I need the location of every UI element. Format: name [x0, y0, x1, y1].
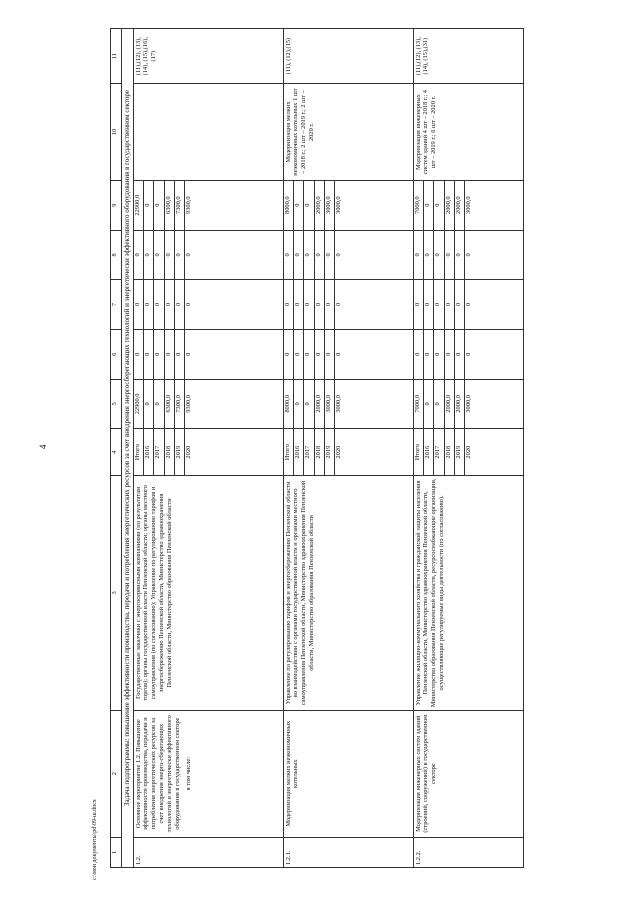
funding-regional — [283, 280, 413, 330]
funding-other-value: 0 — [144, 181, 154, 230]
funding-regional-value: 0 — [445, 280, 455, 329]
file-path-footer: c:\мои документы\pd\09-ш.docx — [92, 799, 98, 880]
program-table — [110, 28, 524, 868]
funding-local-value: 0 — [445, 231, 455, 280]
funding-other-value: 3000,0 — [465, 196, 473, 214]
column-number: 5 — [111, 379, 122, 429]
year-column-value: 2018 — [315, 429, 325, 475]
row-number: 1.2.2. — [413, 837, 523, 867]
funding-regional-value: 0 — [455, 280, 465, 329]
funding-local — [413, 230, 523, 280]
funding-other-value: 22900,0 — [134, 181, 144, 230]
funding-federal — [133, 329, 283, 379]
year-column-value: 2020 — [465, 445, 473, 459]
funding-regional-value: 0 — [304, 280, 314, 329]
year-column-value: Итого — [414, 429, 424, 475]
funding-federal-value: 0 — [144, 330, 154, 379]
funding-regional-value: 0 — [325, 280, 335, 329]
funding-total-value: 0 — [154, 380, 164, 429]
column-number: 4 — [111, 429, 122, 476]
activity-name — [283, 710, 413, 837]
funding-total-value: 2000,0 — [315, 380, 325, 429]
executors: Управление по регулированию тарифов и энергосбережению Пензенской области во взаимодействии с органами государственной власти и органами местного самоуправления Пензенской области, Министерство здравоохранения Пензенской области, Министерство образования Пензенской области — [283, 476, 413, 711]
funding-local-value: 0 — [154, 231, 164, 280]
activity-name — [133, 710, 283, 837]
funding-regional-value: 0 — [465, 302, 473, 307]
column-number: 1 — [111, 837, 122, 867]
year-column — [413, 429, 523, 476]
expected-result: Модернизация инженерных систем зданий 4 шт – 2018 г.; 4 шт – 2019 г.; 6 шт – 2020 г. — [413, 84, 523, 181]
activity-name-text: Основное мероприятие 1.2. Повышение эффективности производства, передачи и потребления энергетических ресурсов за счет внедрения энерго-сберегающих технологий и энергетически эффективного оборудования в государственном секторе — [134, 715, 181, 833]
funding-local-value: 0 — [185, 253, 193, 257]
year-column-value: 2018 — [165, 429, 175, 475]
row-number: 1.2. — [133, 837, 283, 867]
row-number: 1.2.1. — [283, 837, 413, 867]
funding-federal-value: 0 — [185, 352, 193, 356]
column-number: 9 — [111, 180, 122, 230]
task-row — [122, 29, 134, 868]
funding-local-value: 0 — [284, 231, 294, 280]
funding-federal-value: 0 — [175, 330, 185, 379]
funding-federal-value: 0 — [304, 330, 314, 379]
column-number-row — [111, 29, 122, 868]
year-column-value: 2019 — [455, 429, 465, 475]
table-row — [133, 29, 283, 868]
funding-federal-value: 0 — [445, 330, 455, 379]
page-number: 4 — [38, 444, 48, 449]
year-column-value: 2020 — [335, 445, 343, 459]
funding-regional-value: 0 — [154, 280, 164, 329]
funding-total-value: 8000,0 — [284, 380, 294, 429]
funding-other-value: 2000,0 — [315, 181, 325, 230]
table-row — [283, 29, 413, 868]
funding-other-value: 0 — [434, 181, 444, 230]
year-column-value: 2019 — [325, 429, 335, 475]
funding-regional-value: 0 — [175, 280, 185, 329]
funding-regional-value: 0 — [165, 280, 175, 329]
funding-total-value: 3000,0 — [325, 380, 335, 429]
funding-local — [133, 230, 283, 280]
year-column-value: 2016 — [424, 429, 434, 475]
column-number: 7 — [111, 280, 122, 330]
funding-regional-value: 0 — [144, 280, 154, 329]
column-number: 3 — [111, 476, 122, 711]
funding-total-value: 9300,0 — [185, 395, 193, 413]
executors: Управление жилищно-коммунального хозяйства и гражданской защиты населения Пензенской области, Министерство здравоохранения Пензенской области, Министерство образования Пензенской области, ресурсоснабжающие организации, осуществляющие регулируемые виды деятельности (по согласованию). — [413, 476, 523, 711]
funding-other-value: 6300,0 — [165, 181, 175, 230]
funding-local-value: 0 — [294, 231, 304, 280]
funding-other-value: 8000,0 — [284, 181, 294, 230]
funding-federal-value: 0 — [414, 330, 424, 379]
indicator-refs: (11),(12), (13),(14), (15),(16), (17) — [133, 29, 283, 84]
funding-other-value: 7000,0 — [414, 181, 424, 230]
funding-federal-value: 0 — [325, 330, 335, 379]
year-column-value: 2017 — [304, 429, 314, 475]
indicator-refs: (11),(12), (13),(14), (15),(31) — [413, 29, 523, 84]
funding-regional — [413, 280, 523, 330]
funding-other-value: 3000,0 — [325, 181, 335, 230]
column-number: 2 — [111, 710, 122, 837]
funding-local-value: 0 — [325, 231, 335, 280]
funding-local — [283, 230, 413, 280]
funding-regional-value: 0 — [424, 280, 434, 329]
funding-local-value: 0 — [414, 231, 424, 280]
funding-total-value: 22900,0 — [134, 380, 144, 429]
year-column-value: 2016 — [144, 429, 154, 475]
funding-total — [283, 379, 413, 429]
year-column — [283, 429, 413, 476]
funding-local-value: 0 — [424, 231, 434, 280]
expected-result — [133, 84, 283, 181]
funding-regional-value: 0 — [134, 280, 144, 329]
funding-total-value: 0 — [434, 380, 444, 429]
funding-total-value: 7300,0 — [175, 380, 185, 429]
funding-regional-value: 0 — [185, 302, 193, 307]
funding-federal-value: 0 — [294, 330, 304, 379]
funding-federal-value: 0 — [165, 330, 175, 379]
funding-other-value: 2000,0 — [455, 181, 465, 230]
funding-federal-value: 0 — [455, 330, 465, 379]
task-title: Задача подпрограммы: повышение эффективности производства, передачи и потребления энергетических ресурсов за счет внедрения энергосберегающих технологий и энергетически эффективного оборудования в государственном секторе — [122, 29, 134, 868]
funding-other-value: 0 — [154, 181, 164, 230]
funding-federal — [283, 329, 413, 379]
funding-other-value: 7300,0 — [175, 181, 185, 230]
expected-result: Модернизация мелких неэкономичных котельных 1 шт – 2018 г.; 2 шт – 2019 г.; 2 шт – 2020 г. — [283, 84, 413, 181]
funding-other-value: 0 — [424, 181, 434, 230]
funding-federal-value: 0 — [315, 330, 325, 379]
funding-regional-value: 0 — [294, 280, 304, 329]
funding-federal-value: 0 — [335, 352, 343, 356]
funding-federal-value: 0 — [284, 330, 294, 379]
activity-note: в том числе: — [185, 757, 193, 791]
funding-federal-value: 0 — [134, 330, 144, 379]
funding-total — [413, 379, 523, 429]
funding-local-value: 0 — [315, 231, 325, 280]
funding-other-value: 3000,0 — [335, 196, 343, 214]
funding-local-value: 0 — [434, 231, 444, 280]
column-number: 10 — [111, 84, 122, 181]
executors: Государственные заказчики с энергосервисными компаниями (по результатам торгов); органы государственной власти Пензенской области; органы местного самоуправления (по согласованию); Управление по регулированию тарифов и энергосбережению Пензенской области, Министерство здравоохранения Пензенской области, Министерство образования Пензенской области — [133, 476, 283, 711]
funding-other-value: 2000,0 — [445, 181, 455, 230]
year-column-value: 2017 — [434, 429, 444, 475]
year-column-value: 2019 — [175, 429, 185, 475]
rotated-page — [110, 28, 500, 868]
funding-local-value: 0 — [175, 231, 185, 280]
year-column-value: Итого — [284, 429, 294, 475]
funding-total-value: 2000,0 — [445, 380, 455, 429]
funding-total-value: 0 — [144, 380, 154, 429]
funding-other — [283, 180, 413, 230]
year-column — [133, 429, 283, 476]
funding-regional-value: 0 — [414, 280, 424, 329]
column-number: 6 — [111, 329, 122, 379]
activity-name-text: Модернизация мелких неэкономичных котельных — [284, 720, 300, 827]
column-number: 11 — [111, 29, 122, 84]
year-column-value: 2018 — [445, 429, 455, 475]
activity-name-text: Модернизация инженерных систем зданий (строений, сооружений) в государственном секторе — [414, 714, 438, 833]
funding-other-value: 0 — [294, 181, 304, 230]
funding-local-value: 0 — [465, 253, 473, 257]
funding-local-value: 0 — [455, 231, 465, 280]
year-column-value: 2020 — [185, 445, 193, 459]
funding-local-value: 0 — [134, 231, 144, 280]
funding-federal-value: 0 — [465, 352, 473, 356]
funding-local-value: 0 — [335, 253, 343, 257]
funding-federal-value: 0 — [154, 330, 164, 379]
table-body — [133, 29, 523, 868]
funding-total-value: 2000,0 — [455, 380, 465, 429]
funding-federal — [413, 329, 523, 379]
funding-total-value: 3000,0 — [465, 395, 473, 413]
funding-other-value: 0 — [304, 181, 314, 230]
year-column-value: 2016 — [294, 429, 304, 475]
table-row — [413, 29, 523, 868]
indicator-refs: (11), (12),(15) — [283, 29, 413, 84]
funding-federal-value: 0 — [424, 330, 434, 379]
funding-regional-value: 0 — [335, 302, 343, 307]
year-column-value: Итого — [134, 429, 144, 475]
funding-federal-value: 0 — [434, 330, 444, 379]
funding-regional-value: 0 — [315, 280, 325, 329]
funding-total-value: 7000,0 — [414, 380, 424, 429]
funding-total-value: 0 — [294, 380, 304, 429]
funding-total — [133, 379, 283, 429]
funding-other — [133, 180, 283, 230]
year-column-value: 2017 — [154, 429, 164, 475]
funding-total-value: 3000,0 — [335, 395, 343, 413]
column-number: 8 — [111, 230, 122, 280]
funding-total-value: 6300,0 — [165, 380, 175, 429]
funding-total-value: 0 — [304, 380, 314, 429]
funding-local-value: 0 — [304, 231, 314, 280]
activity-name — [413, 710, 523, 837]
funding-local-value: 0 — [165, 231, 175, 280]
funding-other — [413, 180, 523, 230]
funding-regional-value: 0 — [434, 280, 444, 329]
funding-local-value: 0 — [144, 231, 154, 280]
funding-total-value: 0 — [424, 380, 434, 429]
funding-other-value: 9300,0 — [185, 196, 193, 214]
funding-regional-value: 0 — [284, 280, 294, 329]
funding-regional — [133, 280, 283, 330]
